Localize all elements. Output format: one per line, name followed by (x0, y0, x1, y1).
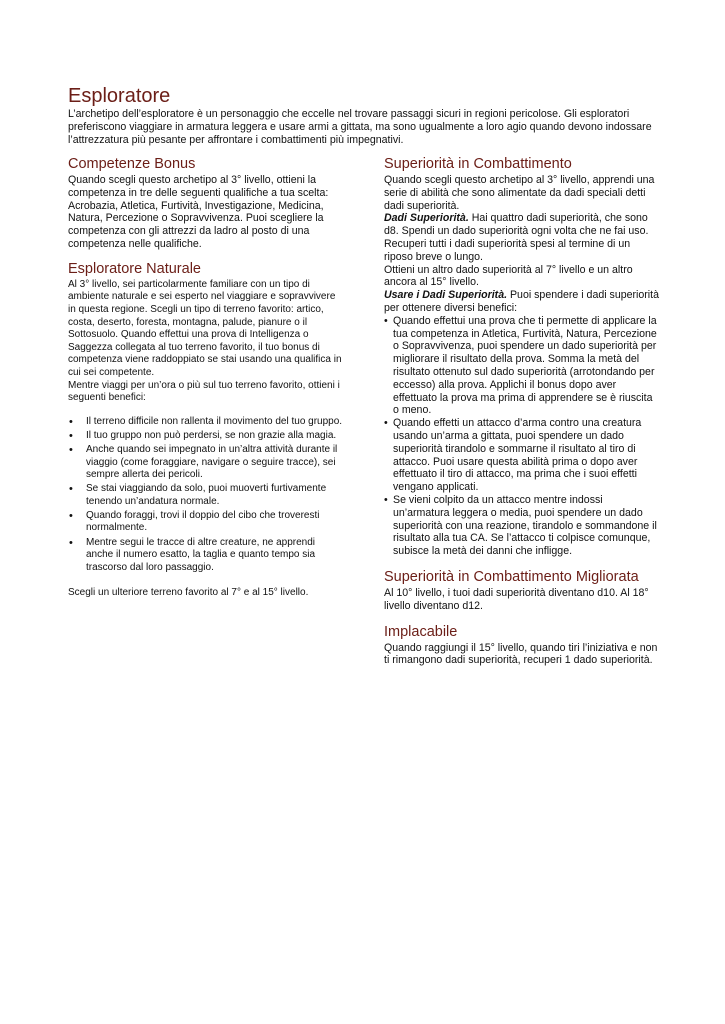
section-heading: Superiorità in Combattimento Migliorata (384, 568, 639, 585)
section-paragraph: Mentre viaggi per un’ora o più sul tuo terreno favorito, ottieni i seguenti benefici: (68, 379, 340, 404)
section-paragraph: Ottieni un altro dado superiorità al 7° livello e un altro ancora al 15° livello. (384, 263, 633, 289)
spacer (68, 405, 343, 416)
section-paragraph (384, 289, 659, 315)
inline-text: Puoi spendere i dadi superiorità per ottenere diversi benefici: (384, 289, 659, 314)
section-paragraph: Quando scegli questo archetipo al 3° livello, apprendi una serie di abilità che sono alimentate da dadi speciali detti dadi superiorità. (384, 174, 655, 212)
list-item: • Quando effetti un attacco d’arma contro una creatura usando un’arma a gittata, puoi spendere un dado superiorità tirandolo e sommarne il risultato al tiro di attacco. Puoi usare questa abilità prima o dopo aver effettuato il tiro di attacco, ma prima che i suoi effetti vengano applicati. (384, 417, 659, 494)
section-competenze-bonus (68, 154, 343, 251)
inline-text: Hai quattro dadi superiorità, che sono d8. Spendi un dado superiorità ogni volta che ne fai uso. Recuperi tutti i dadi superiorità spesi al termine di un riposo breve o lungo. (384, 212, 649, 263)
list-item: • Quando foraggi, trovi il doppio del cibo che troveresti normalmente. (68, 510, 343, 535)
inline-label: Dadi Superiorità. (384, 212, 469, 225)
benefits-list (68, 416, 343, 575)
list-item: • Mentre segui le tracce di altre creature, ne apprendi anche il numero esatto, la taglia e quanto tempo sia trascorso dal loro passaggio. (68, 537, 343, 575)
section-superiorita-migliorata (384, 567, 659, 613)
section-text: Quando raggiungi il 15° livello, quando tiri l’iniziativa e non ti rimangono dadi superiorità, recuperi 1 dado superiorità. (384, 641, 658, 667)
section-paragraph: Scegli un ulteriore terreno favorito al 7° e al 15° livello. (68, 586, 309, 598)
section-text: Quando scegli questo archetipo al 3° livello, ottieni la competenza in tre delle seguenti qualifiche a tua scelta: Acrobazia, Atletica, Furtività, Investigazione, Medicina, Natura, Percezione o Sopravvivenza. Puoi scegliere la competenza con gli attrezzi da ladro al posto di una competenza nelle qualifiche. (68, 174, 329, 250)
inline-label: Usare i Dadi Superiorità. (384, 289, 508, 302)
page-title: Esploratore (68, 85, 171, 107)
section-heading: Implacabile (384, 623, 458, 640)
section-heading: Superiorità in Combattimento (384, 156, 572, 172)
section-superiorita-combattimento (384, 154, 659, 558)
benefits-list (384, 315, 659, 558)
section-paragraph: Al 3° livello, sei particolarmente familiare con un tipo di ambiente naturale e sei esperto nel viaggiare e sopravvivere in questa regione. Scegli un tipo di terreno favorito: artico, costa, deserto, foresta, montagna, palude, pianure o il Sottosuolo. Quando effettui una prova di Intelligenza o Saggezza collegata al tuo terreno favorito, il tuo bonus di competenza viene raddoppiato se stai usando una qualifica in cui sei competente. (68, 278, 342, 378)
section-esploratore-naturale (68, 259, 343, 600)
list-item: • Quando effettui una prova che ti permette di applicare la tua competenza in Atletica, Furtività, Natura, Percezione o Sopravvivenza, puoi spendere un dado superiorità per migliorare il risultato della prova. Somma la metà del risultato ottenuto sul dado superiorità (arrotondando per eccesso) alla prova. Applichi il bonus dopo aver effettuato la prova ma prima di apprendere se è riuscita o meno. (384, 315, 659, 417)
intro-paragraph: L’archetipo dell’esploratore è un personaggio che eccelle nel trovare passaggi sicuri in regioni pericolose. Gli esploratori preferiscono viaggiare in armatura leggera e usare armi a gittata, ma sono ugualmente a loro agio quando devono indossare l’attrezzatura più pesante per affrontare i combattimenti più impegnativi. (68, 108, 652, 147)
spacer (68, 576, 343, 587)
list-item: • Anche quando sei impegnato in un’altra attività durante il viaggio (come foraggiare, navigare o seguire tracce), sei sempre allerta dei pericoli. (68, 444, 343, 482)
section-heading: Esploratore Naturale (68, 260, 201, 277)
left-column (68, 154, 343, 604)
list-item: • Il terreno difficile non rallenta il movimento del tuo gruppo. (68, 416, 343, 429)
section-paragraph (384, 212, 659, 263)
list-item: • Il tuo gruppo non può perdersi, se non grazie alla magia. (68, 430, 343, 443)
right-column (384, 154, 659, 672)
section-text: Al 10° livello, i tuoi dadi superiorità diventano d10. Al 18° livello diventano d12. (384, 586, 649, 612)
section-heading: Competenze Bonus (68, 156, 196, 172)
list-item: • Se stai viaggiando da solo, puoi muoverti furtivamente tenendo un’andatura normale. (68, 483, 343, 508)
list-item: • Se vieni colpito da un attacco mentre indossi un’armatura leggera o media, puoi spendere un dado superiorità con una reazione, tirandolo e sommandone il risultato alla tua CA. Se l’attacco ti colpisce comunque, subisce la metà dei danni che infligge. (384, 494, 659, 558)
section-implacabile (384, 622, 659, 668)
